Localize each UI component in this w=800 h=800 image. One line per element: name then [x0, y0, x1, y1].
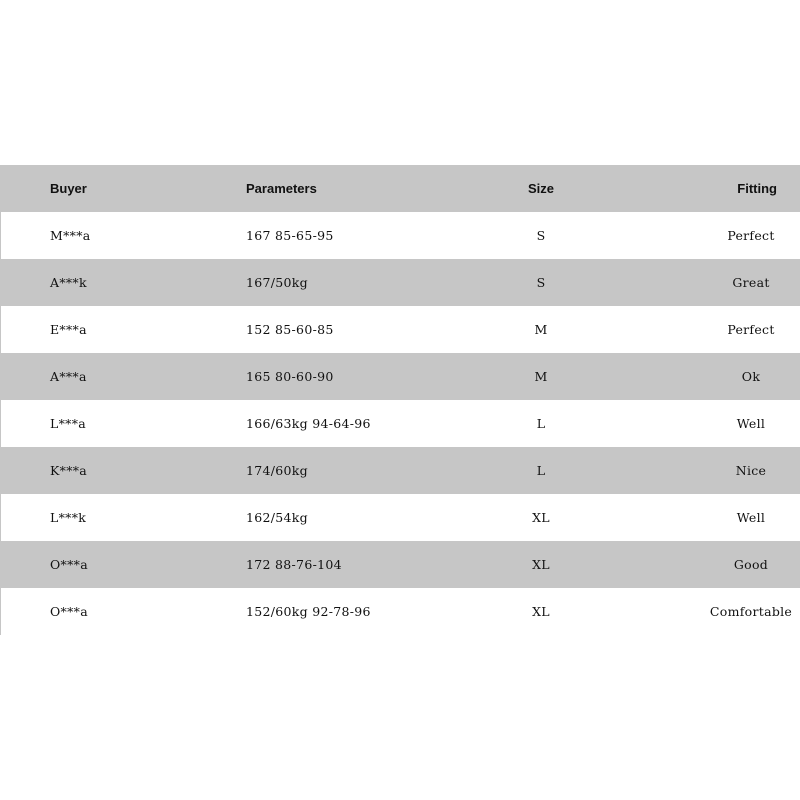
table-row [1, 306, 800, 353]
cell-size: M [534, 322, 548, 337]
cell-parameters: 152 85-60-85 [246, 322, 334, 337]
header-fitting: Fitting [737, 181, 777, 196]
cell-fitting: Well [736, 510, 766, 525]
cell-fitting: Perfect [727, 228, 775, 243]
header-parameters: Parameters [246, 181, 317, 196]
cell-size: L [536, 463, 546, 478]
cell-buyer: L***a [50, 416, 87, 431]
cell-buyer: O***a [50, 604, 88, 619]
cell-parameters: 162/54kg [246, 510, 308, 525]
cell-size: M [534, 369, 548, 384]
table-row [1, 400, 800, 447]
cell-size: S [536, 228, 546, 243]
table-row [1, 447, 800, 494]
cell-buyer: A***a [50, 369, 87, 384]
cell-buyer: O***a [50, 557, 88, 572]
cell-fitting: Comfortable [709, 604, 793, 619]
header-buyer: Buyer [50, 181, 87, 196]
cell-buyer: E***a [50, 322, 87, 337]
cell-fitting: Nice [735, 463, 767, 478]
cell-buyer: M***a [50, 228, 91, 243]
cell-buyer: L***k [50, 510, 87, 525]
cell-fitting: Good [733, 557, 769, 572]
cell-size: XL [532, 510, 550, 525]
cell-parameters: 152/60kg 92-78-96 [246, 604, 371, 619]
cell-buyer: K***a [50, 463, 88, 478]
cell-fitting: Well [736, 416, 766, 431]
table-row [1, 541, 800, 588]
cell-parameters: 166/63kg 94-64-96 [246, 416, 371, 431]
cell-parameters: 174/60kg [246, 463, 308, 478]
cell-parameters: 172 88-76-104 [246, 557, 342, 572]
cell-size: XL [532, 604, 550, 619]
cell-fitting: Perfect [727, 322, 775, 337]
table-row [1, 212, 800, 259]
table-row [1, 588, 800, 635]
table-header-row [1, 165, 800, 212]
table-row [1, 353, 800, 400]
cell-parameters: 167/50kg [246, 275, 308, 290]
cell-size: S [536, 275, 546, 290]
table-row [1, 494, 800, 541]
header-size: Size [527, 181, 554, 196]
cell-size: L [536, 416, 546, 431]
cell-buyer: A***k [50, 275, 87, 290]
cell-fitting: Ok [741, 369, 761, 384]
size-feedback-table [0, 165, 800, 635]
cell-size: XL [532, 557, 550, 572]
table-row [1, 259, 800, 306]
cell-parameters: 165 80-60-90 [246, 369, 334, 384]
cell-parameters: 167 85-65-95 [246, 228, 334, 243]
cell-fitting: Great [732, 275, 770, 290]
